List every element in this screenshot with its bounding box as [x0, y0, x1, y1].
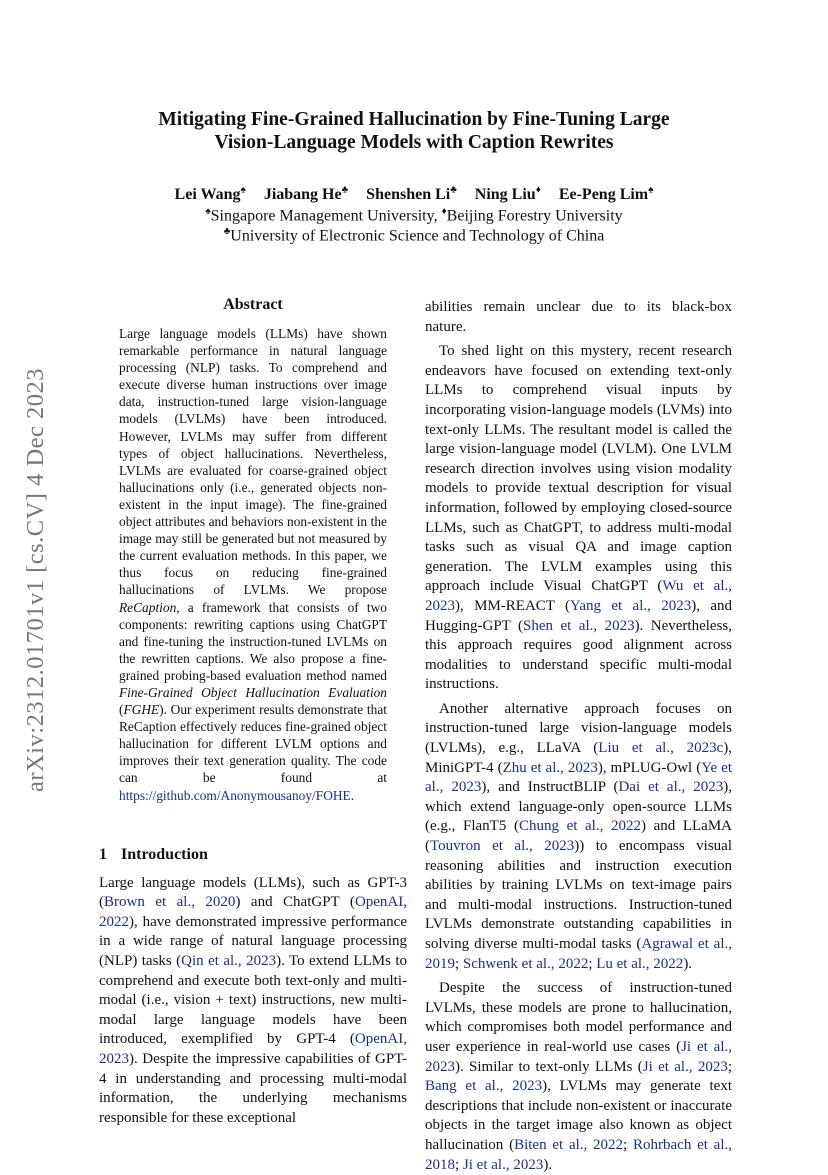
title-line: Mitigating Fine-Grained Hallucination by Fine-Tuning Large [158, 109, 670, 130]
affiliation-mark: ♦ [535, 185, 541, 196]
citation-link[interactable]: Brown et al., 2020 [104, 894, 236, 911]
affiliation-mark: ♣ [341, 185, 349, 196]
paragraph-text: Another alternative approach focuses on instruction-tuned large vision-language models (LVLMs), e.g., LLaVA ( [425, 700, 732, 757]
citation-link[interactable]: Agrawal et al., 2019 [425, 936, 733, 972]
citation-link[interactable]: Qin et al., 2023 [181, 953, 277, 969]
abstract-body: Large language models (LLMs) have shown remarkable performance in natural language processing (NLP) tasks. To comprehend and execute diverse human instructions over image data, instruction-tuned large vision-language models (LVLMs) have been introduced. However, LVLMs may suffer from different types of object hallucinations. Nevertheless, LVLMs are evaluated for coarse-grained object hallucinations only (i.e., generated objects non-existent in the input image). The fine-grained object attributes and behaviors non-existent in the image may still be generated but not measured by the current evaluation methods. In this paper, we thus focus on reducing fine-grained hallucinations of LVLMs. We propose ReCaption, a framework that consists of two components: rewriting captions using ChatGPT and fine-tuning the instruction-tuned LVLMs on the rewritten captions. We also propose a fine-grained probing-based evaluation method named Fine-Grained Object Hallucination Evaluation (FGHE). Our experiment results demonstrate that ReCaption effectively reduces fine-grained object hallucination for different LVLM options and improves their text generation quality. The code can be found at https://github.com/Anonymousanoy/FOHE. [119, 326, 387, 803]
affiliation-mark: ♠ [240, 185, 246, 196]
paragraph-text: Despite the success of instruction-tuned LVLMs, these models are prone to hallucination, which compromises both model performance and user experience in real-world use cases ( [425, 980, 732, 1055]
author: Lei Wang♠ [174, 185, 246, 204]
paragraph-text: To shed light on this mystery, recent research endeavors have focused on extending text-only LLMs to comprehend visual inputs by incorporating vision-language models (LVMs) into text-only LLMs. The resultant model is called the large vision-language model (LVLM). One LVLM research direction involves using vision modality models to provide textual description for visual information, followed by employing closed-source LLMs, such as ChatGPT, to address multi-modal tasks such as visual QA and image caption generation. The LVLM examples using this approach include Visual ChatGPT ( [425, 343, 732, 595]
paragraph-text: abilities remain unclear due to its black-box nature. [425, 299, 732, 335]
paragraph-text: ). [683, 955, 693, 972]
paragraph-text: ), and Hugging-GPT ( [425, 597, 733, 634]
intro-paragraph [99, 874, 407, 1129]
code-link[interactable]: https://github.com/Anonymousanoy/FOHE [119, 787, 351, 803]
citation-link[interactable]: Shen et al., 2023 [523, 617, 635, 634]
citation-link[interactable]: Chung et al., 2022 [518, 818, 641, 835]
citation-link[interactable]: Yang et al., 2023 [570, 597, 692, 614]
citation-link[interactable]: Ji et al., 2023 [462, 1156, 544, 1173]
author: Ning Liu♦ [474, 185, 541, 204]
intro-paragraph-continuation [425, 298, 732, 337]
citation-link[interactable]: Wu et al., 2023 [425, 578, 732, 614]
affiliation-line: ♣University of Electronic Science and Technology of China [223, 226, 605, 245]
paragraph-text: ), and InstructBLIP ( [481, 779, 619, 796]
paragraph-text: ; [588, 955, 597, 972]
affiliation-mark: ♣ [450, 185, 457, 196]
citation-link[interactable]: Schwenk et al., 2022 [462, 955, 589, 972]
intro-paragraph [425, 700, 732, 974]
paragraph-text: ). Nevertheless, this approach requires good alignment across modalities to understand specific multi-modal instructions. [425, 617, 733, 693]
paragraph-text: ; [455, 955, 463, 972]
paragraph-text: ). Despite the impressive capabilities of GPT-4 in understanding and processing multi-modal information, the underlying mechanisms responsible for these exceptional [99, 1050, 407, 1126]
citation-link[interactable]: OpenAI, 2023 [99, 1031, 407, 1067]
section-title: Introduction [121, 845, 208, 863]
intro-paragraph [425, 342, 732, 695]
citation-link[interactable]: Touvron et al., 2023 [430, 838, 575, 855]
affiliation-mark: ♦ [441, 206, 447, 217]
paragraph-text: ), LVLMs may generate text descriptions that include non-existent or inaccurate objects in the target image also known as object hallucination ( [425, 1078, 732, 1153]
affiliation-mark: ♠ [205, 206, 211, 217]
affiliation-line: ♠Singapore Management University, ♦Beijing Forestry University [205, 206, 623, 225]
citation-link[interactable]: Ji et al., 2023 [425, 1038, 732, 1075]
author: Ee-Peng Lim♠ [558, 185, 654, 204]
right-column [425, 298, 732, 1175]
abstract-heading: Abstract [223, 296, 283, 313]
paragraph-text: ; [623, 1136, 633, 1153]
paragraph-text: ), MM-REACT ( [455, 597, 571, 614]
paragraph-text: ). To extend LLMs to comprehend and execute both text-only and multi-modal (i.e., vision + text) instructions, new multi-modal large language models have been introduced, exemplified by GPT-4 ( [99, 953, 407, 1048]
paragraph-text: ) and LLaMA ( [425, 818, 733, 855]
arxiv-identifier-text: arXiv:2312.01701v1 [cs.CV] 4 Dec 2023 [22, 367, 49, 793]
paragraph-text: ), have demonstrated impressive performance in a wide range of natural language processing (NLP) tasks ( [99, 913, 407, 969]
citation-link[interactable]: Zhu et al., 2023 [502, 759, 598, 776]
citation-link[interactable]: Ji et al., 2023 [642, 1058, 728, 1075]
affiliation-mark: ♠ [648, 185, 654, 196]
citation-link[interactable]: Dai et al., 2023 [618, 779, 724, 796]
paragraph-text: ). [543, 1156, 553, 1173]
citation-link[interactable]: Bang et al., 2023 [425, 1078, 543, 1095]
title-line: Vision-Language Models with Caption Rewrites [214, 132, 614, 153]
section-heading-introduction [99, 846, 407, 864]
citation-link[interactable]: Ye et al., 2023 [425, 759, 732, 796]
paragraph-text: ). Similar to text-only LLMs ( [455, 1058, 643, 1075]
left-column [99, 296, 407, 1128]
paragraph-text: )) to encompass visual reasoning abilities and instruction execution abilities by training LVLMs on text-image pairs and multi-modal instructions. Instruction-tuned LVLMs demonstrate outstanding capabilities in solving diverse multi-modal tasks ( [425, 838, 732, 952]
author: Jiabang He♣ [263, 185, 349, 204]
paragraph-text: ) and ChatGPT ( [235, 894, 355, 911]
citation-link[interactable]: Liu et al., 2023c [598, 740, 724, 757]
intro-paragraph [425, 979, 732, 1175]
citation-link[interactable]: Biten et al., 2022 [514, 1136, 624, 1153]
author: Shenshen Li♣ [366, 185, 457, 204]
citation-link[interactable]: Rohrbach et al., 2018 [425, 1136, 733, 1173]
citation-link[interactable]: OpenAI, 2022 [99, 894, 408, 930]
section-number: 1 [99, 845, 107, 863]
paragraph-text: ; [727, 1058, 733, 1075]
citation-link[interactable]: Lu et al., 2022 [596, 955, 684, 972]
paragraph-text: ; [455, 1156, 463, 1173]
paragraph-text: ), which extend language-only open-source LLMs (e.g., FlanT5 ( [425, 779, 733, 835]
paragraph-text: ), mPLUG-Owl ( [597, 759, 702, 776]
arxiv-side-identifier [10, 300, 62, 860]
affiliation-mark: ♣ [223, 226, 231, 237]
paragraph-text: Large language models (LLMs), such as GPT-3 ( [99, 874, 407, 911]
paragraph-text: ), MiniGPT-4 ( [425, 740, 732, 776]
paper-title [100, 108, 728, 154]
